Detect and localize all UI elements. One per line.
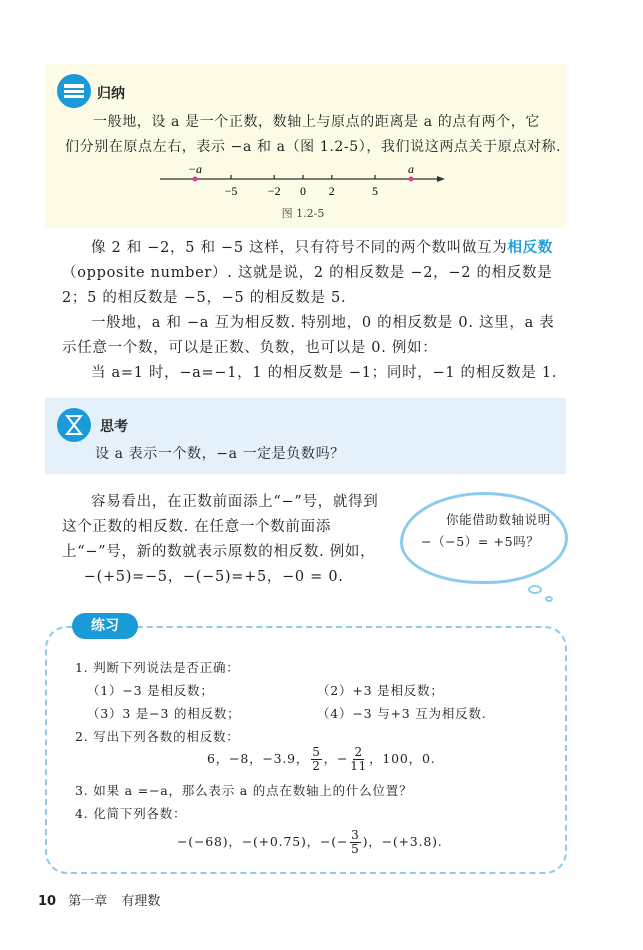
summary-line-1: 一般地，设 a 是一个正数，数轴上与原点的距离是 a 的点有两个，它 — [93, 114, 540, 130]
bubble-dot — [528, 585, 542, 594]
bubble-text: 你能借助数轴说明 −（−5）= +5吗？ — [421, 512, 551, 549]
expressions: −(−68)，−(+0.75)，−(− — [177, 834, 349, 849]
axis-arrow-icon — [437, 176, 445, 182]
bubble-dot — [545, 596, 553, 602]
question-4-expressions — [177, 829, 443, 856]
figure-caption: 图 1.2-5 — [281, 207, 325, 220]
second-text — [62, 490, 392, 590]
fraction — [350, 829, 360, 856]
question-1-3: （3）3 是−3 的相反数； — [87, 706, 241, 721]
point-label: −a — [187, 162, 203, 176]
question-1-2: （2）+3 是相反数； — [317, 683, 444, 698]
page-footer — [38, 890, 160, 909]
numerator: 2 — [354, 745, 363, 759]
point-label: a — [408, 162, 414, 176]
tick-label: 0 — [300, 184, 306, 198]
denominator: 11 — [350, 759, 368, 773]
numerator: 3 — [351, 828, 360, 842]
tick-label: −5 — [224, 184, 238, 198]
question-3: 3. 如果 a =−a，那么表示 a 的点在数轴上的什么位置？ — [75, 783, 413, 798]
tick-label: 2 — [328, 184, 335, 198]
denominator: 5 — [351, 842, 360, 856]
question-4: 4. 化简下列各数： — [75, 806, 187, 821]
numbers: 6，−8，−3.9， — [207, 751, 310, 766]
summary-title: 归纳 — [97, 86, 125, 102]
think-question: 设 a 表示一个数，−a 一定是负数吗？ — [95, 446, 345, 462]
main-text — [62, 236, 567, 386]
expressions: )，−(+3.8). — [362, 834, 443, 849]
fraction — [350, 746, 367, 773]
term-opposite-number: 相反数 — [507, 240, 554, 256]
summary-line-2: 们分别在原点左右，表示 −a 和 a（图 1.2-5），我们说这两点关于原点对称. — [65, 139, 562, 155]
example-equations: −(+5)=−5，−(−5)=+5，−0 = 0. — [83, 569, 344, 585]
question-1-4: （4）−3 与+3 互为相反数. — [317, 706, 487, 721]
denominator: 2 — [312, 759, 321, 773]
think-box — [45, 398, 566, 474]
paragraph-opposite-definition — [62, 236, 567, 311]
paragraph-adding-minus: 容易看出，在正数前面添上“−”号，就得到这个正数的相反数. 在任意一个数前面添上“−”号，新的数就表示原数的相反数. 例如， — [62, 494, 379, 560]
exercise-title: 练习 — [72, 613, 138, 639]
question-2: 2. 写出下列各数的相反数： — [75, 729, 240, 744]
text: 像 2 和 −2，5 和 −5 这样，只有符号不同的两个数叫做互为 — [91, 240, 508, 256]
exercise-box — [45, 626, 567, 874]
numbers: ，100，0. — [369, 751, 436, 766]
tick-label: 5 — [372, 184, 378, 198]
chapter-title: 有理数 — [121, 894, 161, 909]
thought-bubble — [400, 492, 568, 584]
text: （opposite number）. 这就是说，2 的相反数是 −2，−2 的相反数是 2；5 的相反数是 −5，−5 的相反数是 5. — [62, 265, 553, 306]
numbers: ，− — [323, 751, 349, 766]
summary-box — [45, 64, 566, 228]
question-1: 1. 判断下列说法是否正确： — [75, 660, 240, 675]
paragraph-general: 一般地，a 和 −a 互为相反数. 特别地，0 的相反数是 0. 这里，a 表示任意一个数，可以是正数、负数，也可以是 0. 例如： — [62, 315, 555, 356]
paragraph-example: 当 a=1 时，−a=−1，1 的相反数是 −1；同时，−1 的相反数是 1. — [91, 365, 558, 381]
point-marker — [409, 177, 414, 182]
chapter-label: 第一章 — [68, 894, 108, 909]
hourglass-icon — [57, 408, 91, 442]
question-2-numbers — [207, 746, 436, 773]
fraction — [311, 746, 321, 773]
point-marker — [193, 177, 198, 182]
page-number: 10 — [38, 894, 57, 909]
question-1-1: （1）−3 是相反数； — [87, 683, 214, 698]
think-title: 思考 — [100, 419, 128, 435]
numerator: 5 — [312, 745, 321, 759]
number-line-figure — [45, 159, 566, 224]
tick-label: −2 — [267, 184, 281, 198]
book-stack-icon — [57, 74, 91, 108]
